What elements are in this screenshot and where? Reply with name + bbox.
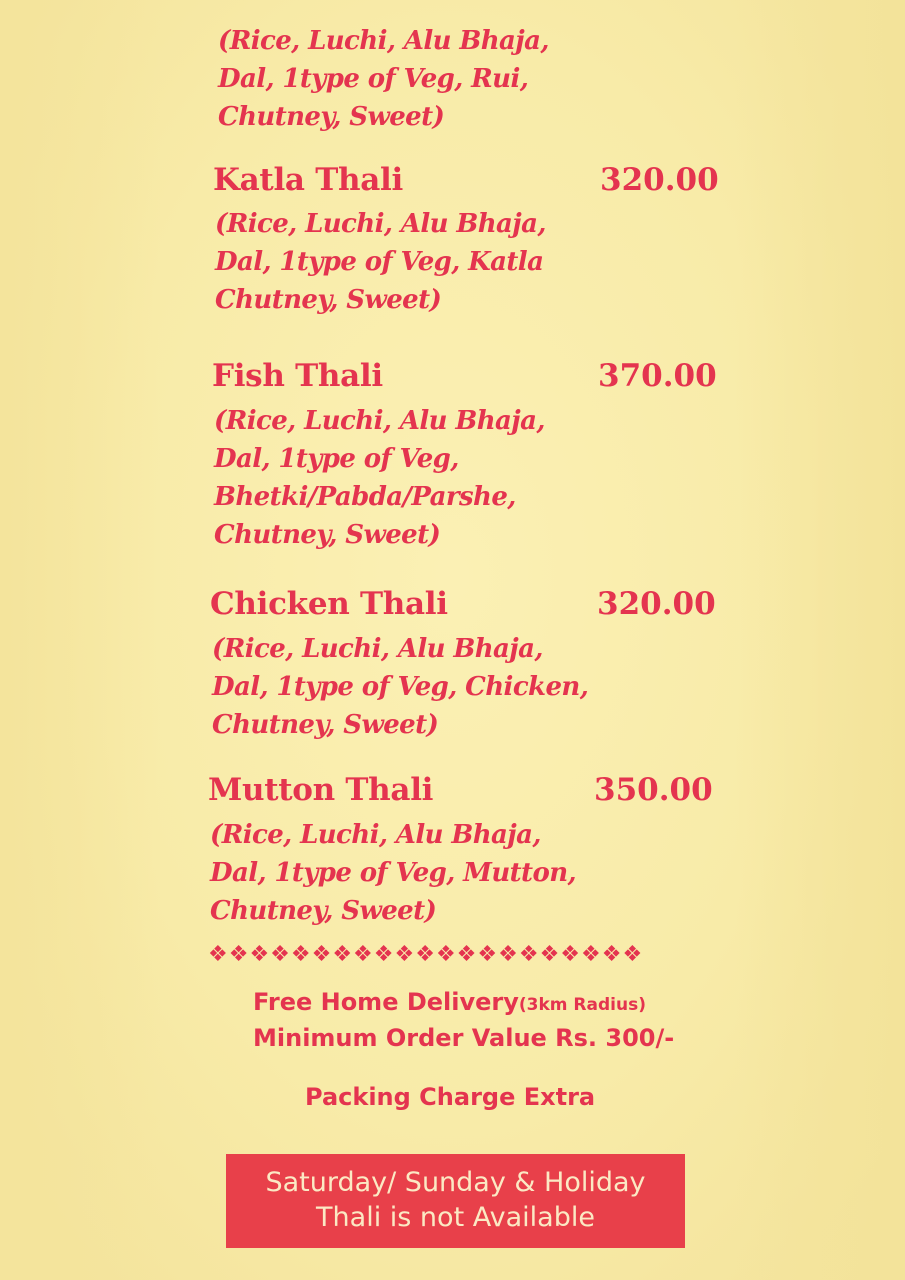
description-line: Chutney, Sweet) (214, 520, 441, 550)
description-line: Chutney, Sweet) (210, 896, 437, 926)
item-name-katla-thali: Katla Thali (213, 162, 403, 198)
description-line: (Rice, Luchi, Alu Bhaja, (218, 26, 549, 56)
item-price-fish-thali: 370.00 (598, 358, 717, 394)
item-price-katla-thali: 320.00 (600, 162, 719, 198)
packing-charge-note: Packing Charge Extra (305, 1083, 596, 1111)
item-description-katla-thali (215, 205, 546, 319)
description-line: Dal, 1type of Veg, Rui, (218, 64, 529, 94)
item-description-chicken-thali (212, 630, 588, 744)
free-delivery-text: Free Home Delivery (253, 988, 519, 1016)
free-delivery-note (253, 988, 646, 1016)
description-line: Dal, 1type of Veg, (214, 444, 459, 474)
description-line: Chutney, Sweet) (212, 710, 439, 740)
minimum-order-note: Minimum Order Value Rs. 300/- (253, 1024, 675, 1052)
description-line: Bhetki/Pabda/Parshe, (214, 482, 516, 512)
description-line: Dal, 1type of Veg, Mutton, (210, 858, 576, 888)
description-line: (Rice, Luchi, Alu Bhaja, (212, 634, 543, 664)
banner-line-2: Thali is not Available (316, 1202, 595, 1233)
description-line: (Rice, Luchi, Alu Bhaja, (215, 209, 546, 239)
description-line: Chutney, Sweet) (218, 102, 445, 132)
description-line: Dal, 1type of Veg, Katla (215, 247, 544, 277)
item-description-fish-thali (214, 402, 545, 554)
item-description-mutton-thali (210, 816, 576, 930)
item-name-chicken-thali: Chicken Thali (210, 586, 448, 622)
item-name-fish-thali: Fish Thali (212, 358, 383, 394)
ornamental-divider: ❖❖❖❖❖❖❖❖❖❖❖❖❖❖❖❖❖❖❖❖❖ (208, 942, 644, 967)
description-line: (Rice, Luchi, Alu Bhaja, (214, 406, 545, 436)
continued-description (218, 22, 549, 136)
description-line: Dal, 1type of Veg, Chicken, (212, 672, 589, 702)
item-name-mutton-thali: Mutton Thali (208, 772, 434, 808)
description-line: (Rice, Luchi, Alu Bhaja, (210, 820, 541, 850)
delivery-radius-text: (3km Radius) (518, 995, 646, 1015)
item-price-mutton-thali: 350.00 (594, 772, 713, 808)
banner-line-1: Saturday/ Sunday & Holiday (265, 1167, 646, 1198)
weekend-unavailable-banner (226, 1154, 685, 1248)
description-line: Chutney, Sweet) (215, 285, 442, 315)
item-price-chicken-thali: 320.00 (597, 586, 716, 622)
